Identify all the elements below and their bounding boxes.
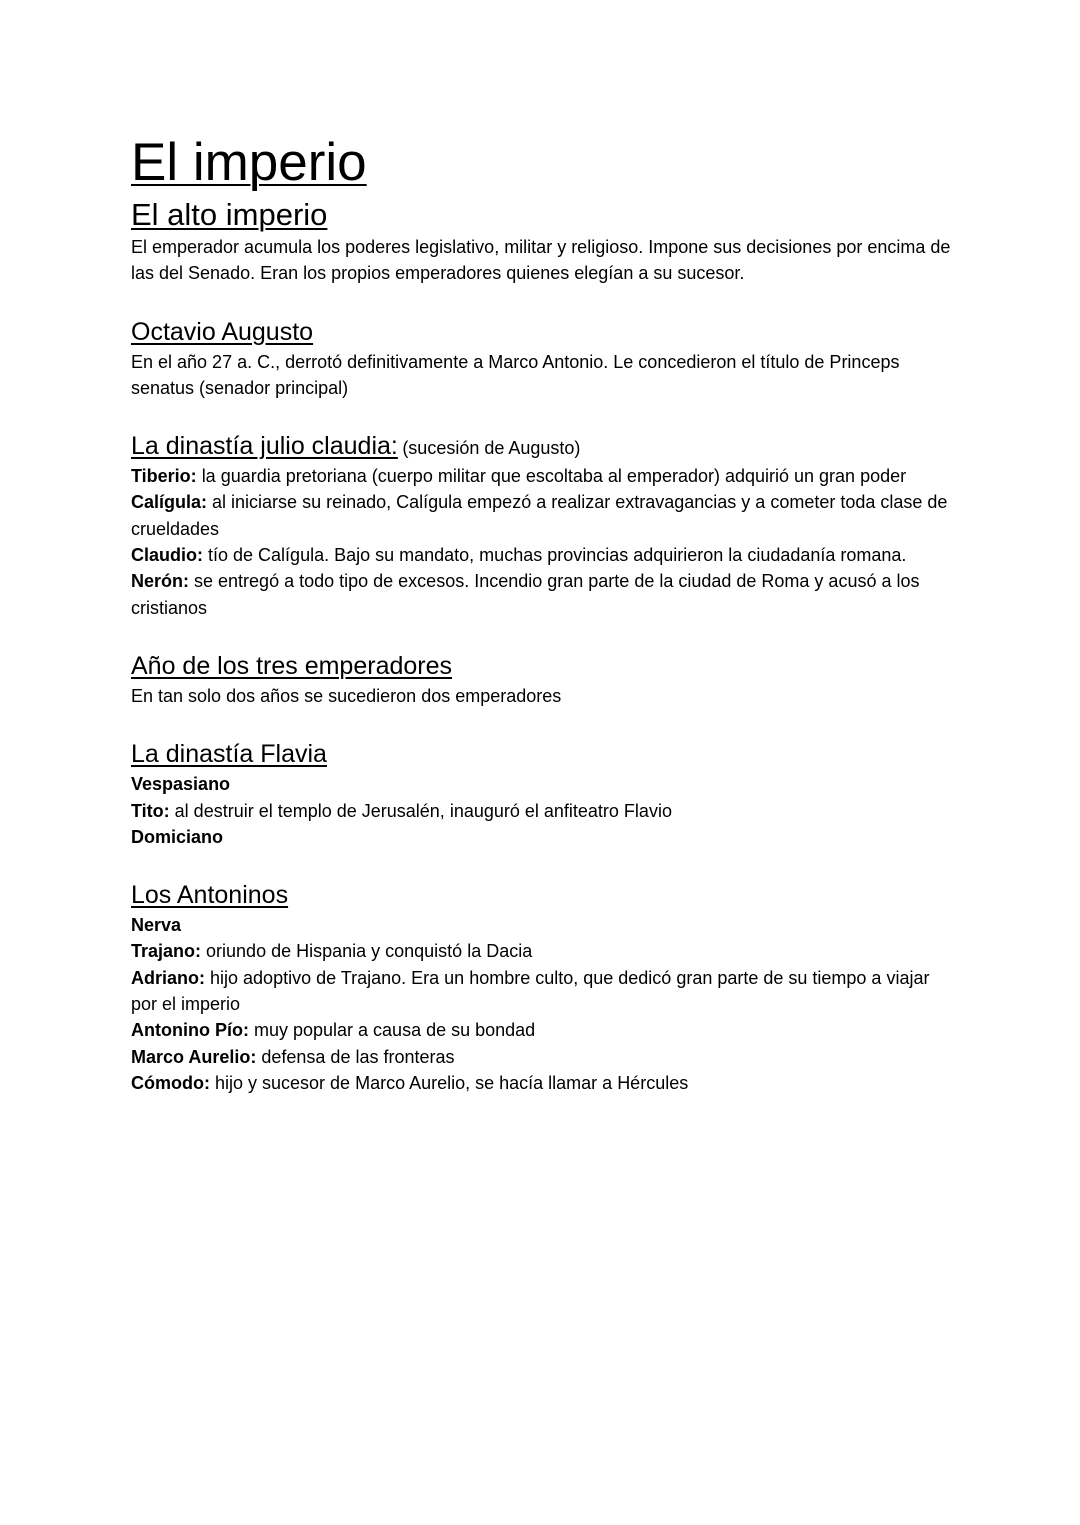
list-item [131, 798, 951, 824]
octavio-text: En el año 27 a. C., derrotó definitivamente a Marco Antonio. Le concedieron el título de Princeps senatus (senador principal) [131, 351, 900, 398]
emperor-name: Trajano: [131, 941, 202, 962]
list-item [131, 771, 951, 797]
emperor-description: al iniciarse su reinado, Calígula empezó a realizar extravagancias y a cometer toda clase de crueldades [131, 492, 948, 539]
emperor-name: Nerva [131, 915, 182, 936]
list-item [131, 1070, 951, 1096]
julio-claudia-heading-row [131, 429, 951, 463]
section-julio-claudia [131, 429, 951, 621]
section-heading-julio-claudia: La dinastía julio claudia: [131, 432, 398, 461]
emperor-description: tío de Calígula. Bajo su mandato, muchas provincias adquirieron la ciudadanía romana. [208, 545, 907, 566]
list-item [131, 568, 951, 621]
section-antoninos [131, 878, 951, 1096]
emperor-name: Marco Aurelio: [131, 1046, 257, 1067]
emperor-description: hijo adoptivo de Trajano. Era un hombre culto, que dedicó gran parte de su tiempo a viajar por el imperio [131, 967, 930, 1015]
section-tres-emperadores [131, 649, 951, 709]
list-item [131, 542, 951, 568]
emperor-name: Nerón: [131, 571, 189, 592]
emperor-name: Claudio: [131, 545, 203, 566]
emperor-description: se entregó a todo tipo de excesos. Incendio gran parte de la ciudad de Roma y acusó a los cristianos [131, 571, 920, 618]
document-title: El imperio [131, 133, 367, 192]
list-item [131, 1017, 951, 1043]
section-heading-octavio: Octavio Augusto [131, 317, 314, 346]
emperor-name: Domiciano [131, 826, 224, 847]
emperor-description: al destruir el templo de Jerusalén, inauguró el anfiteatro Flavio [174, 800, 672, 821]
tres-emperadores-text: En tan solo dos años se sucedieron dos emperadores [131, 685, 562, 706]
section-heading-alto-imperio: El alto imperio [131, 197, 328, 232]
emperor-description: oriundo de Hispania y conquistó la Dacia [206, 941, 533, 962]
emperor-name: Calígula: [131, 492, 208, 513]
emperor-name: Cómodo: [131, 1072, 210, 1093]
list-item [131, 489, 951, 542]
section-heading-tres-emperadores: Año de los tres emperadores [131, 651, 453, 680]
emperor-description: la guardia pretoriana (cuerpo militar que escoltaba al emperador) adquirió un gran poder [201, 466, 907, 487]
emperor-name: Tiberio: [131, 466, 197, 487]
section-heading-flavia: La dinastía Flavia [131, 740, 327, 769]
alto-imperio-text: El emperador acumula los poderes legislativo, militar y religioso. Impone sus decisiones por encima de las del Senado. Eran los propios emperadores quienes elegían a su sucesor. [131, 237, 951, 284]
section-heading-antoninos: Los Antoninos [131, 881, 289, 910]
emperor-description: defensa de las fronteras [261, 1046, 455, 1067]
list-item [131, 912, 951, 938]
list-item [131, 938, 951, 964]
emperor-name: Vespasiano [131, 774, 231, 795]
julio-claudia-note: (sucesión de Augusto) [402, 438, 581, 459]
section-octavio [131, 315, 951, 402]
section-flavia [131, 737, 951, 850]
emperor-description: hijo y sucesor de Marco Aurelio, se hacía llamar a Hércules [215, 1072, 689, 1093]
emperor-description: muy popular a causa de su bondad [253, 1020, 536, 1041]
document-page [131, 130, 951, 1096]
list-item [131, 965, 951, 1018]
emperor-name: Tito: [131, 800, 170, 821]
emperor-name: Adriano: [131, 967, 205, 988]
list-item [131, 463, 951, 489]
list-item [131, 824, 951, 850]
list-item [131, 1044, 951, 1070]
emperor-name: Antonino Pío: [131, 1020, 249, 1041]
